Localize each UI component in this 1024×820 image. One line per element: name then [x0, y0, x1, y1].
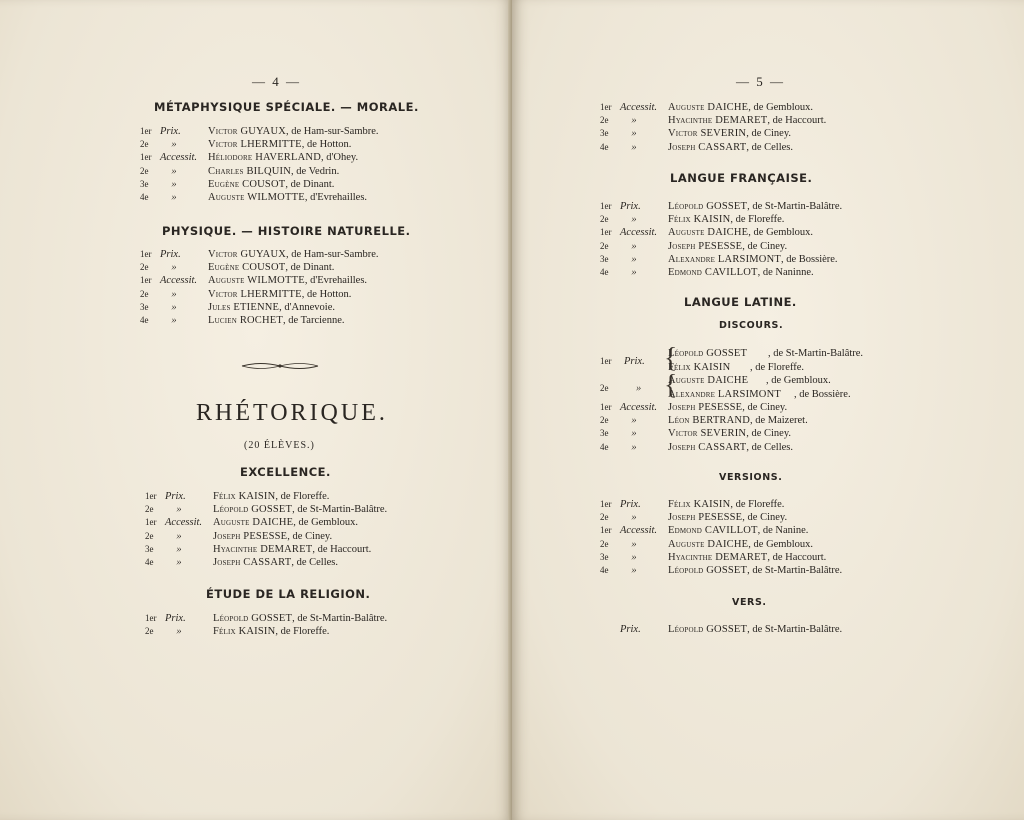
recipient-name: Félix KAISIN: [668, 499, 731, 510]
award-row: [140, 192, 560, 206]
recipient-place: , de Celles.: [746, 141, 793, 153]
award-row: [600, 254, 1020, 268]
award-row: [140, 139, 560, 153]
award-recipient: [668, 142, 793, 153]
subsection-title: DISCOURS.: [719, 320, 784, 331]
recipient-place: , de St-Martin-Balâtre.: [292, 504, 388, 516]
award-row: [140, 152, 560, 166]
award-kind: Accessit.: [620, 402, 658, 413]
award-row: [600, 442, 1020, 456]
award-recipient: [668, 512, 787, 523]
award-row: [600, 428, 1020, 442]
award-row: [140, 249, 560, 263]
recipient-name: Léopold GOSSET: [668, 624, 748, 635]
award-kind: »: [631, 253, 637, 265]
award-recipient: [668, 214, 784, 225]
award-rank: 2e: [600, 538, 609, 549]
recipient-place: , de Dinant.: [285, 178, 335, 190]
recipient-place: , de Nanine.: [757, 525, 809, 537]
award-rank: 1er: [600, 525, 612, 536]
award-recipient: [208, 302, 335, 313]
recipient-place: , de Haccourt.: [767, 115, 827, 127]
brace-icon: {: [664, 343, 678, 374]
decorative-rule-icon: [240, 361, 320, 371]
recipient-name: Auguste WILMOTTE: [208, 192, 305, 203]
award-row: Léopold GOSSET , de St-Martin-Balâtre.: [668, 348, 864, 359]
recipient-name: Alexandre LARSIMONT: [668, 253, 781, 265]
award-row: 1er Prix.: [600, 356, 645, 367]
award-kind: Prix.: [620, 624, 641, 635]
award-row: [600, 552, 1020, 566]
award-rank: 3e: [600, 428, 609, 439]
recipient-place: , de Dinant.: [285, 262, 335, 274]
award-recipient: [208, 179, 334, 190]
recipient-place: , d'Annevoie.: [279, 301, 335, 313]
award-recipient: [213, 626, 329, 637]
award-kind: »: [171, 301, 177, 313]
award-rank: 1er: [140, 275, 152, 286]
award-recipient: [668, 552, 826, 563]
award-rank: 1er: [140, 249, 152, 259]
award-kind: »: [176, 543, 182, 555]
recipient-name: Joseph PESESSE: [213, 530, 288, 542]
award-row: [145, 613, 565, 627]
recipient-place: , de Gembloux.: [293, 517, 359, 529]
award-rank: 2e: [140, 139, 149, 150]
recipient-name: Victor GUYAUX: [208, 126, 287, 137]
recipient-name: Victor SEVERIN: [668, 428, 747, 440]
award-rank: 2e: [145, 504, 154, 515]
recipient-name: Victor LHERMITTE: [208, 139, 302, 151]
award-recipient: [668, 115, 826, 126]
recipient-place: , de Ciney.: [742, 402, 788, 413]
award-recipient: [668, 428, 791, 439]
award-row: [145, 626, 565, 640]
award-row: [600, 499, 1020, 513]
award-rank: 3e: [600, 551, 609, 562]
award-recipient: [213, 531, 332, 542]
award-kind: »: [171, 315, 177, 326]
award-rank: 2e: [145, 530, 154, 541]
section-title: EXCELLENCE.: [240, 465, 331, 479]
recipient-name: Eugène COUSOT: [208, 178, 286, 190]
recipient-place: , de Tarcienne.: [283, 315, 345, 326]
award-recipient: [668, 525, 808, 536]
page-number: — 5 —: [736, 74, 785, 89]
award-recipient: [213, 557, 338, 568]
award-kind: Prix.: [165, 491, 186, 502]
recipient-name: Joseph CASSART: [213, 557, 292, 568]
award-kind: »: [171, 139, 177, 151]
award-row: [600, 565, 1020, 579]
recipient-place: , de Haccourt.: [312, 543, 372, 555]
recipient-name: Joseph CASSART: [668, 441, 747, 453]
recipient-place: , de Haccourt.: [767, 551, 827, 563]
award-recipient: [213, 517, 358, 528]
recipient-name: Léon BERTRAND: [668, 415, 750, 427]
recipient-name: Edmond CAVILLOT: [668, 525, 758, 537]
award-recipient: [208, 289, 351, 300]
brace-icon: {: [664, 370, 678, 401]
recipient-place: , de Gembloux.: [748, 227, 814, 239]
award-rank: 2e: [600, 240, 609, 251]
recipient-name: Victor SEVERIN: [668, 128, 747, 140]
award-recipient: [213, 544, 371, 555]
recipient-name: Auguste WILMOTTE: [208, 275, 305, 287]
award-row: [140, 179, 560, 193]
award-recipient: [668, 254, 838, 265]
award-rank: 2e: [140, 288, 149, 299]
award-rank: 2e: [600, 415, 609, 426]
recipient-name: Félix KAISIN: [668, 214, 731, 226]
award-rank: 3e: [600, 253, 609, 264]
award-rank: 4e: [145, 557, 154, 567]
award-rank: 2e: [140, 262, 149, 273]
award-row: [140, 289, 560, 303]
award-rank: 4e: [140, 192, 149, 202]
award-rank: 4e: [140, 315, 149, 325]
recipient-name: Léopold GOSSET: [213, 504, 293, 516]
award-recipient: [668, 241, 787, 252]
award-kind: »: [631, 441, 637, 453]
recipient-place: , de Ciney.: [287, 530, 333, 542]
recipient-name: Eugène COUSOT: [208, 262, 286, 274]
award-kind: »: [171, 288, 177, 300]
recipient-place: , de Floreffe.: [730, 499, 785, 510]
award-row: [140, 126, 560, 140]
award-rank: 1er: [600, 499, 612, 509]
award-recipient: [213, 491, 329, 502]
award-row: [145, 491, 565, 505]
award-rank: 1er: [145, 517, 157, 528]
recipient-place: , d'Ohey.: [320, 152, 359, 164]
award-recipient: [668, 565, 842, 576]
recipient-name: Auguste DAICHE: [668, 227, 749, 239]
award-rank: 3e: [140, 301, 149, 312]
award-rank: 2e: [600, 214, 609, 225]
section-title: LANGUE LATINE.: [684, 295, 797, 309]
award-row: [140, 262, 560, 276]
award-recipient: [668, 539, 813, 550]
award-kind: »: [631, 141, 637, 153]
award-kind: »: [176, 530, 182, 542]
award-rank: 1er: [140, 152, 152, 163]
award-recipient: [668, 128, 791, 139]
award-recipient: [668, 227, 813, 238]
award-recipient: [208, 152, 358, 163]
recipient-name: Félix KAISIN: [213, 491, 276, 502]
award-recipient: [208, 275, 367, 286]
recipient-place: , de Celles.: [746, 441, 793, 453]
recipient-name: Edmond CAVILLOT: [668, 267, 758, 278]
award-rank: 1er: [600, 402, 612, 412]
award-rank: 2e: [145, 626, 154, 637]
award-recipient: [208, 192, 367, 203]
recipient-place: , de Ciney.: [742, 512, 788, 524]
recipient-place: , de Floreffe.: [275, 626, 330, 638]
recipient-place: , de Maizeret.: [749, 415, 808, 427]
award-kind: »: [171, 192, 177, 203]
recipient-name: Auguste DAICHE: [213, 517, 294, 529]
recipient-name: Félix KAISIN: [213, 626, 276, 638]
award-rank: 1er: [145, 613, 157, 623]
award-kind: Accessit.: [160, 275, 198, 287]
award-row: Félix KAISIN , de Floreffe.: [668, 362, 805, 373]
award-kind: »: [176, 504, 182, 516]
recipient-name: Lucien ROCHET: [208, 315, 284, 326]
award-kind: Prix.: [160, 126, 181, 137]
award-row: [145, 531, 565, 545]
award-rank: 2e: [600, 115, 609, 126]
award-row: Alexandre LARSIMONT , de Bossière.: [668, 389, 851, 400]
award-row: [600, 415, 1020, 429]
award-kind: »: [631, 512, 637, 524]
award-rank: 1er: [140, 126, 152, 136]
recipient-place: , de Ham-sur-Sambre.: [286, 249, 379, 260]
award-row: [140, 275, 560, 289]
recipient-name: Héliodore HAVERLAND: [208, 152, 321, 164]
recipient-name: Léopold GOSSET: [668, 201, 748, 212]
award-row: [145, 504, 565, 518]
award-kind: Prix.: [165, 613, 186, 624]
award-rank: 1er: [600, 102, 612, 112]
page-number: — 4 —: [252, 74, 301, 89]
award-kind: »: [631, 415, 637, 427]
award-kind: Accessit.: [620, 227, 658, 239]
award-row: [600, 525, 1020, 539]
award-rank: 4e: [600, 441, 609, 452]
award-row: [145, 517, 565, 531]
award-rank: 2e: [140, 165, 149, 176]
award-kind: Accessit.: [165, 517, 203, 529]
award-recipient: [208, 166, 339, 177]
recipient-place: , d'Evrehailles.: [304, 192, 368, 203]
award-kind: »: [631, 128, 637, 140]
recipient-name: Joseph CASSART: [668, 141, 747, 153]
recipient-name: Victor GUYAUX: [208, 249, 287, 260]
award-recipient: [668, 102, 813, 113]
award-row: [600, 142, 1020, 156]
award-row: [600, 512, 1020, 526]
recipient-place: , de Ham-sur-Sambre.: [286, 126, 379, 137]
award-kind: »: [631, 538, 637, 550]
award-kind: »: [171, 165, 177, 177]
subsection-title: VERS.: [732, 597, 767, 608]
award-row: [600, 624, 1020, 638]
recipient-place: , de Floreffe.: [730, 214, 785, 226]
award-kind: »: [631, 565, 637, 576]
award-recipient: [668, 402, 787, 413]
award-kind: Prix.: [160, 249, 181, 260]
recipient-name: Joseph PESESSE: [668, 240, 743, 252]
recipient-place: , de Gembloux.: [748, 102, 814, 113]
award-kind: Accessit.: [160, 152, 198, 164]
award-row: [600, 214, 1020, 228]
award-recipient: [668, 442, 793, 453]
award-recipient: [668, 415, 808, 426]
recipient-place: , de Ciney.: [746, 128, 792, 140]
award-recipient: [213, 504, 387, 515]
recipient-name: Auguste DAICHE: [668, 102, 749, 113]
section-title: ÉTUDE DE LA RELIGION.: [206, 587, 371, 601]
award-rank: 3e: [600, 128, 609, 139]
section-title: MÉTAPHYSIQUE SPÉCIALE. — MORALE.: [154, 100, 419, 114]
class-count: (20 ÉLÈVES.): [244, 440, 315, 451]
award-recipient: [213, 613, 387, 624]
recipient-name: Auguste DAICHE: [668, 538, 749, 550]
award-row: [600, 115, 1020, 129]
award-rank: 3e: [145, 543, 154, 554]
award-row: [145, 544, 565, 558]
award-row: [140, 166, 560, 180]
award-kind: Accessit.: [620, 525, 658, 537]
award-rank: 1er: [145, 491, 157, 501]
recipient-name: Charles BILQUIN: [208, 165, 292, 177]
award-kind: »: [631, 214, 637, 226]
section-title: PHYSIQUE. — HISTOIRE NATURELLE.: [162, 224, 411, 238]
award-kind: »: [631, 267, 637, 278]
award-kind: »: [631, 115, 637, 127]
class-title: RHÉTORIQUE.: [196, 400, 388, 426]
award-kind: »: [176, 626, 182, 638]
award-kind: »: [631, 551, 637, 563]
award-recipient: [208, 315, 345, 326]
award-row: [600, 241, 1020, 255]
award-row: [600, 402, 1020, 416]
award-row: [600, 227, 1020, 241]
recipient-place: , d'Evrehailles.: [304, 275, 368, 287]
award-row: [140, 315, 560, 329]
award-recipient: [668, 624, 842, 635]
award-rank: 3e: [140, 178, 149, 189]
award-rank: 1er: [600, 201, 612, 211]
recipient-name: Joseph PESESSE: [668, 402, 743, 413]
section-title: LANGUE FRANÇAISE.: [670, 171, 813, 185]
recipient-place: , de Naninne.: [757, 267, 814, 278]
recipient-name: Hyacinthe DEMARET: [668, 115, 768, 127]
recipient-name: Jules ETIENNE: [208, 301, 280, 313]
recipient-name: Léopold GOSSET: [213, 613, 293, 624]
right-page: [512, 0, 1024, 820]
recipient-name: Léopold GOSSET: [668, 565, 748, 576]
recipient-place: , de Hotton.: [301, 139, 352, 151]
award-recipient: [668, 499, 784, 510]
recipient-place: , de Bossière.: [780, 253, 838, 265]
award-row: 2e »: [600, 383, 642, 394]
award-recipient: [208, 126, 379, 137]
award-kind: »: [176, 557, 182, 568]
award-recipient: [208, 139, 351, 150]
award-rank: 1er: [600, 227, 612, 238]
award-kind: »: [171, 262, 177, 274]
recipient-place: , de St-Martin-Balâtre.: [747, 201, 843, 212]
award-kind: »: [171, 178, 177, 190]
award-row: Auguste DAICHE , de Gembloux.: [668, 375, 831, 386]
award-rank: 4e: [600, 141, 609, 152]
award-kind: Prix.: [620, 499, 641, 510]
award-rank: 2e: [600, 512, 609, 523]
award-row: [600, 267, 1020, 281]
award-kind: »: [631, 240, 637, 252]
award-recipient: [208, 262, 334, 273]
award-rank: 4e: [600, 565, 609, 575]
recipient-place: , de St-Martin-Balâtre.: [292, 613, 388, 624]
award-row: [600, 539, 1020, 553]
recipient-place: , de Vedrin.: [291, 165, 340, 177]
recipient-name: Hyacinthe DEMARET: [213, 543, 313, 555]
award-row: [600, 128, 1020, 142]
recipient-name: Victor LHERMITTE: [208, 288, 302, 300]
award-row: [140, 302, 560, 316]
award-recipient: [668, 201, 842, 212]
recipient-place: , de Hotton.: [301, 288, 352, 300]
recipient-place: , de Ciney.: [746, 428, 792, 440]
award-kind: Prix.: [620, 201, 641, 212]
award-rank: 4e: [600, 267, 609, 277]
award-row: [145, 557, 565, 571]
recipient-place: , de St-Martin-Balâtre.: [747, 565, 843, 576]
award-kind: »: [631, 428, 637, 440]
recipient-place: , de Floreffe.: [275, 491, 330, 502]
recipient-place: , de Gembloux.: [748, 538, 814, 550]
recipient-name: Joseph PESESSE: [668, 512, 743, 524]
subsection-title: VERSIONS.: [719, 472, 783, 483]
award-kind: Accessit.: [620, 102, 658, 113]
award-row: [600, 102, 1020, 116]
award-recipient: [208, 249, 379, 260]
recipient-place: , de St-Martin-Balâtre.: [747, 624, 843, 635]
award-row: [600, 201, 1020, 215]
award-recipient: [668, 267, 814, 278]
recipient-name: Hyacinthe DEMARET: [668, 551, 768, 563]
recipient-place: , de Celles.: [291, 557, 338, 568]
recipient-place: , de Ciney.: [742, 240, 788, 252]
